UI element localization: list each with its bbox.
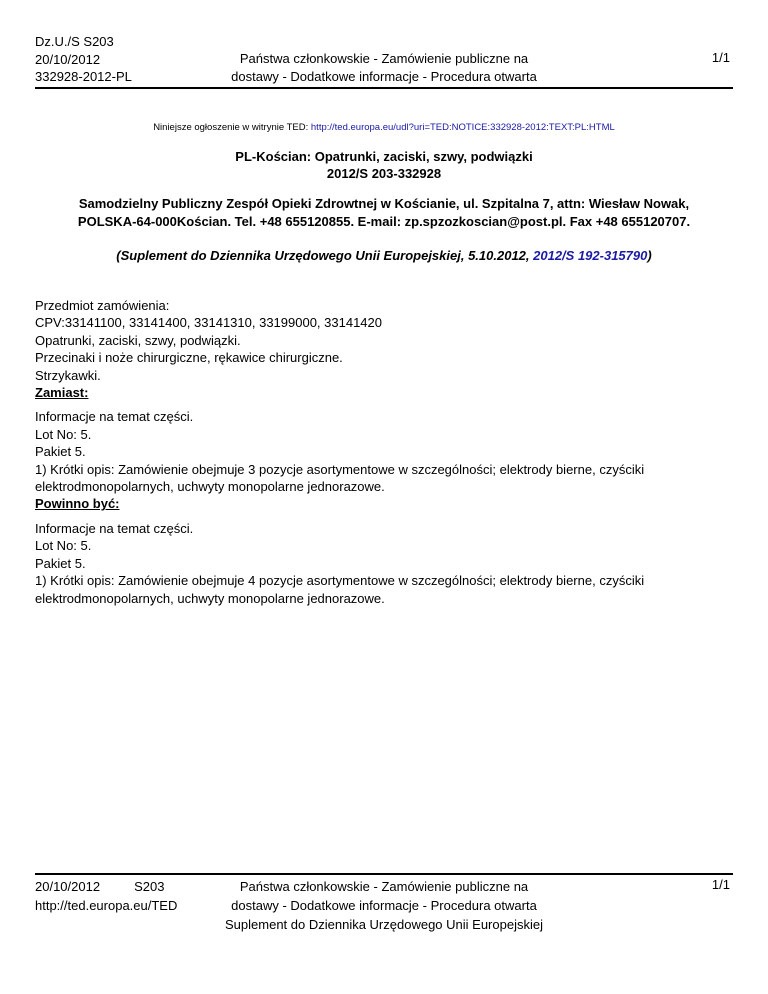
notice-body: Przedmiot zamówienia: CPV:33141100, 33141400, 33141310, 33199000, 33141420 Opatrunki, zaciski, szwy, podwiązki. Przecinaki i noże chirurgiczne, rękawice chirurgiczne. Strzykawki. Zamiast: Informacje na temat części. Lot No: 5. Pakiet 5. 1) Krótki opis: Zamówienie obejmuje 3 pozycje asortymentowe w szczególności; elektrody bierne, czyściki elektrodmonopolarnych, uchwyty monopolarne jednorazowe. Powinno być: Informacje na temat części. Lot No: 5. Pakiet 5. 1) Krótki opis: Zamówienie obejmuje 4 pozycje asortymentowe w szczególności; elektrody bierne, czyściki elektrodmonopolarnych, uchwyty monopolarne jednorazowe. bbox=[35, 297, 735, 607]
ted-notice-line: Niniejsze ogłoszenie w witrynie TED: http://ted.europa.eu/udl?uri=TED:NOTICE:332928-2012:TEXT:PL:HTML bbox=[153, 122, 615, 133]
cpv-codes: CPV:33141100, 33141400, 33141310, 33199000, 33141420 bbox=[35, 315, 382, 331]
footer-rule bbox=[35, 873, 733, 875]
supplement-link[interactable]: 2012/S 192-315790 bbox=[533, 248, 648, 263]
footer-site: http://ted.europa.eu/TED bbox=[35, 898, 178, 913]
supplement-reference: (Suplement do Dziennika Urzędowego Unii Europejskiej, 5.10.2012, 2012/S 192-315790) bbox=[116, 248, 652, 263]
footer-category: Państwa członkowskie - Zamówienie publiczne na dostawy - Dodatkowe informacje - Procedura otwarta Suplement do Dziennika Urzędowego Unii Europejskiej bbox=[225, 879, 543, 932]
footer-meta: 20/10/2012 S203 http://ted.europa.eu/TED bbox=[35, 879, 178, 913]
ted-notice-link[interactable]: http://ted.europa.eu/udl?uri=TED:NOTICE:332928-2012:TEXT:PL:HTML bbox=[310, 122, 615, 133]
page-number: 1/1 bbox=[711, 50, 730, 65]
instead-section: Informacje na temat części. Lot No: 5. Pakiet 5. 1) Krótki opis: Zamówienie obejmuje 3 pozycje asortymentowe w szczególności; elektrody bierne, czyściki elektrodmonopolarnych, uchwyty monopolarne jednorazowe. bbox=[35, 409, 645, 495]
should-be-section: Informacje na temat części. Lot No: 5. Pakiet 5. 1) Krótki opis: Zamówienie obejmuje 4 pozycje asortymentowe w szczególności; elektrody bierne, czyściki elektrodmonopolarnych, uchwyty monopolarne jednorazowe. bbox=[35, 520, 645, 606]
contracting-authority: Samodzielny Publiczny Zespół Opieki Zdrowtnej w Kościanie, ul. Szpitalna 7, attn: Wiesław Nowak, POLSKA-64-000Kościan. Tel. +48 655120855. E-mail: zp.spzozkoscian@post.pl. Fax +48 655120707. bbox=[77, 196, 691, 229]
notice-id: 332928-2012-PL bbox=[35, 69, 132, 84]
header-rule bbox=[35, 87, 733, 89]
instead-label: Zamiast: bbox=[35, 385, 89, 401]
should-be-label: Powinno być: bbox=[35, 496, 120, 512]
journal-ref: Dz.U./S S203 bbox=[35, 34, 114, 49]
footer-page-number: 1/1 bbox=[711, 877, 730, 892]
publication-date: 20/10/2012 bbox=[35, 51, 101, 67]
header-meta bbox=[35, 33, 132, 86]
subject-heading: Przedmiot zamówienia: bbox=[35, 298, 170, 313]
header-category: Państwa członkowskie - Zamówienie publiczne na dostawy - Dodatkowe informacje - Procedura otwarta bbox=[231, 51, 537, 84]
notice-title: PL-Kościan: Opatrunki, zaciski, szwy, podwiązki 2012/S 203-332928 bbox=[235, 149, 533, 181]
